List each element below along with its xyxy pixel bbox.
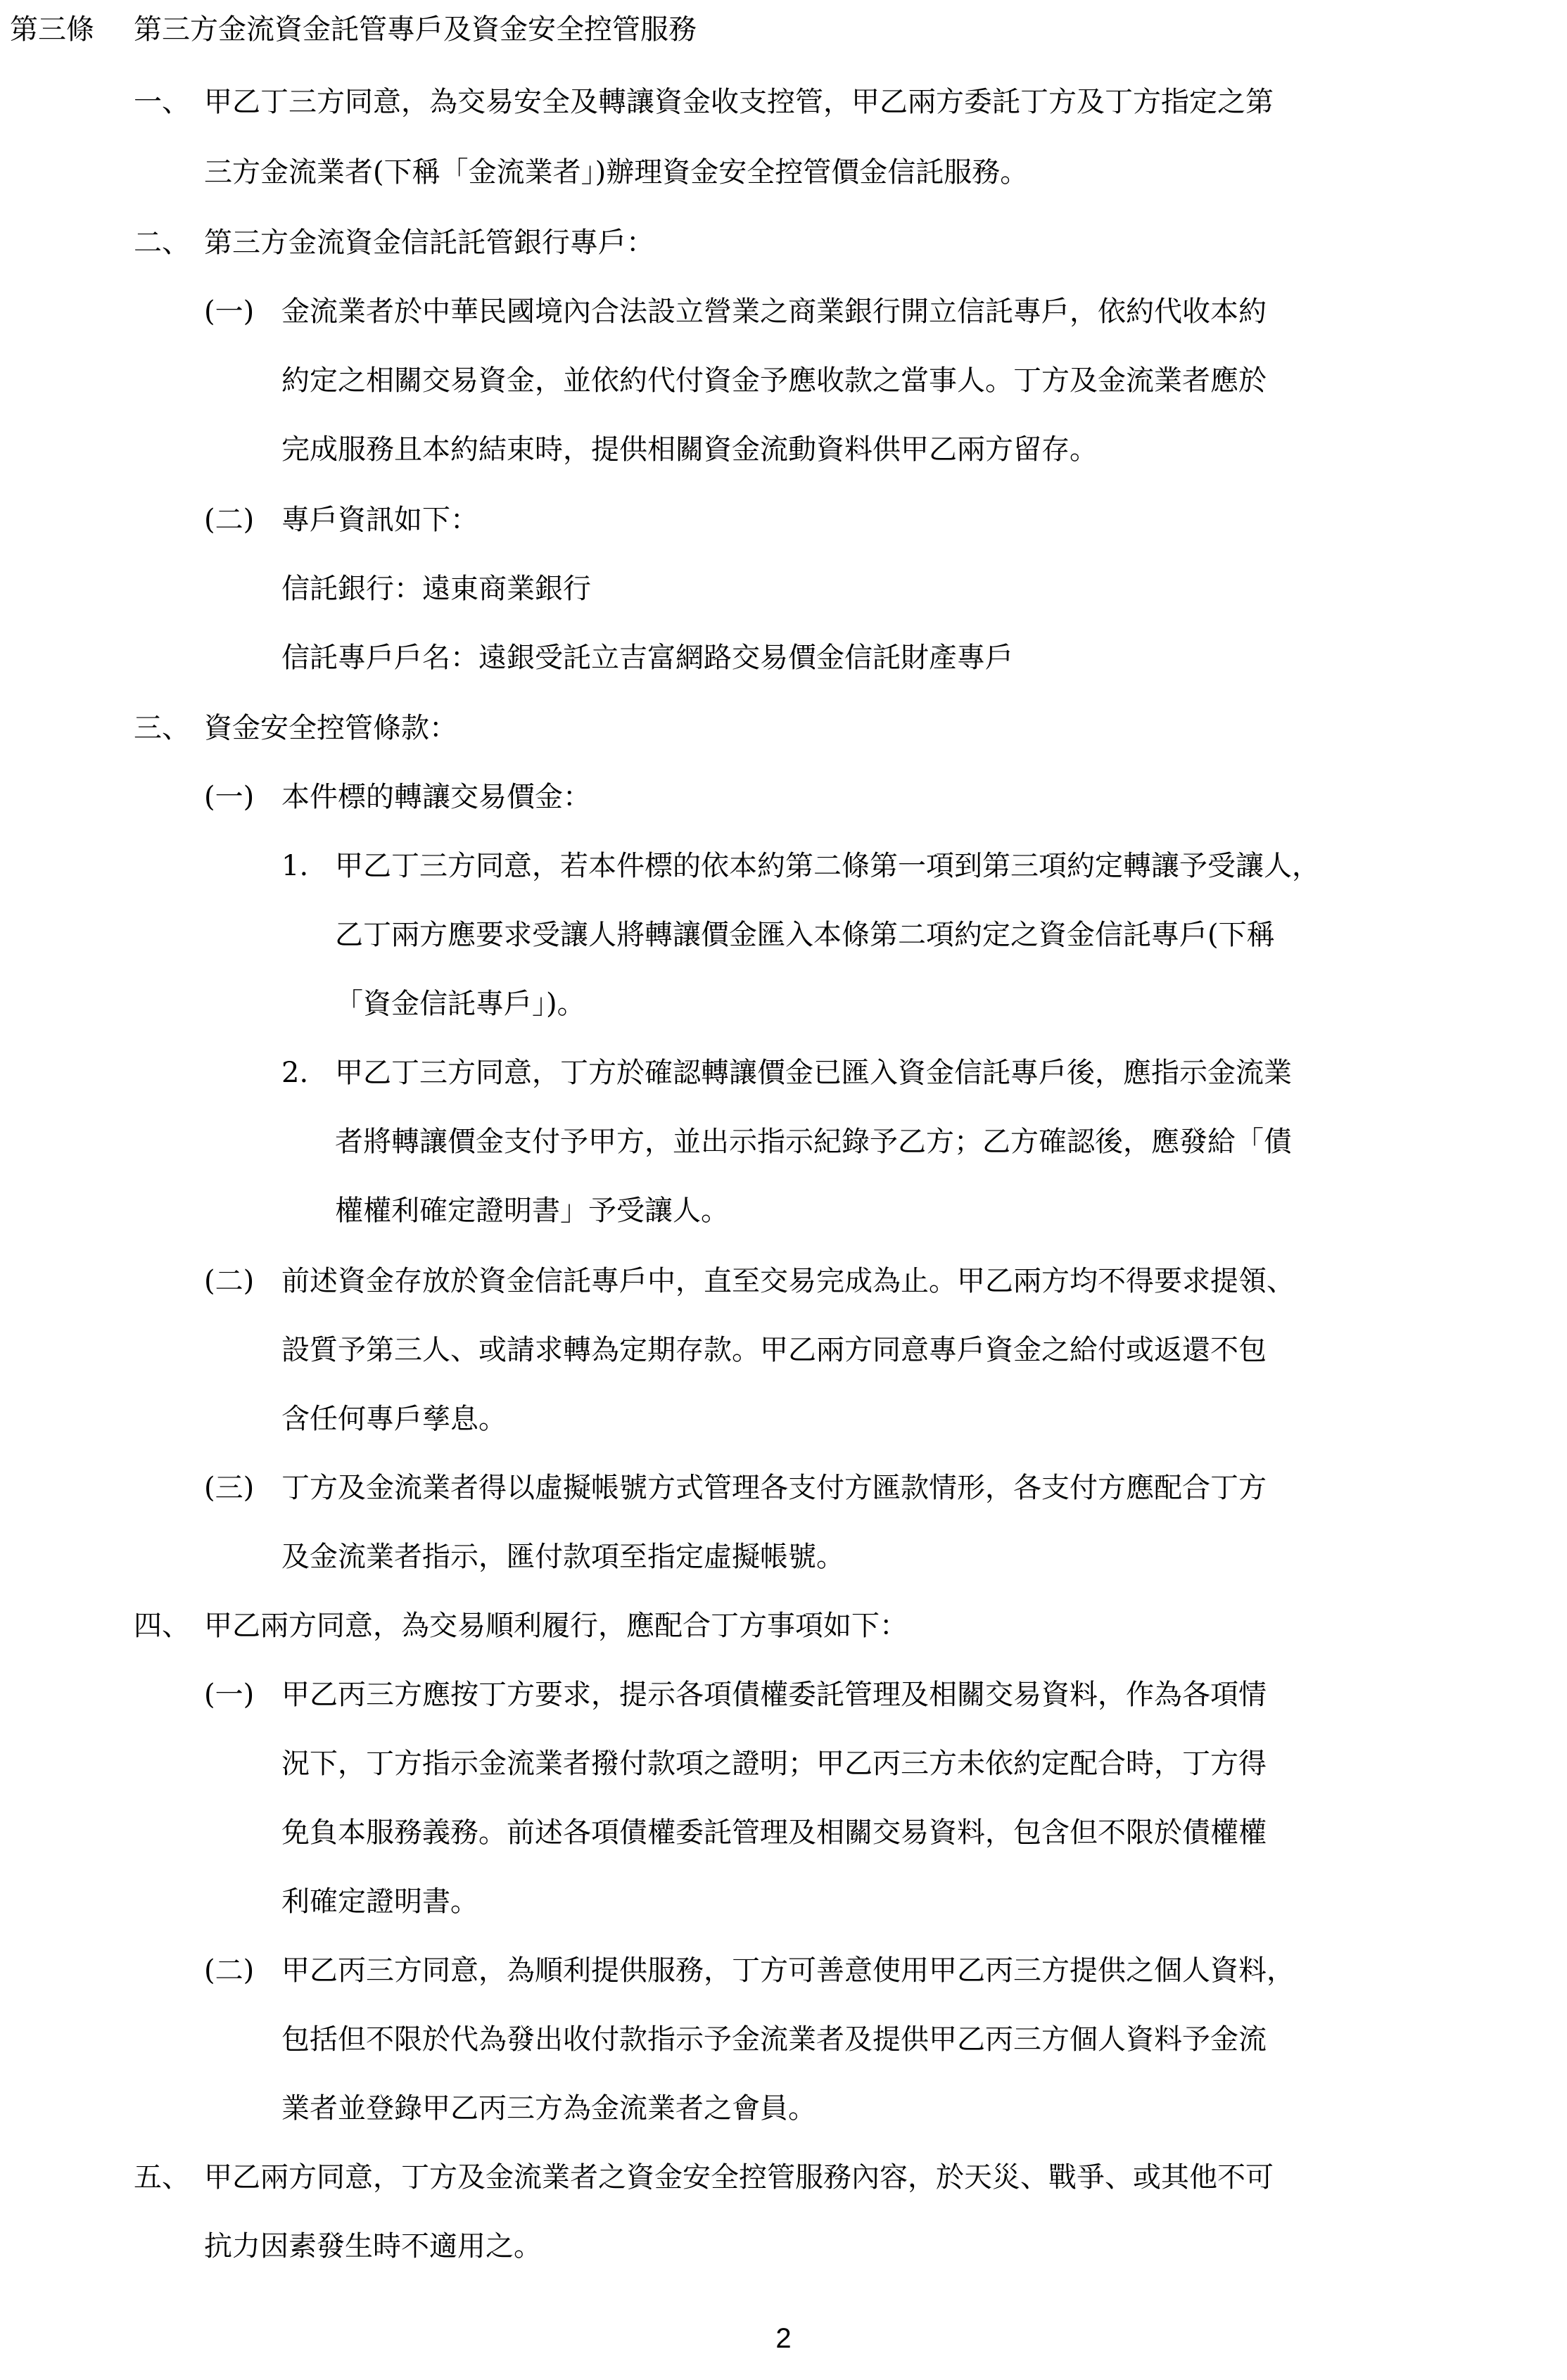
clause-1-marker: 一、 xyxy=(134,86,190,118)
clause-1-line-1: 甲乙丁三方同意，為交易安全及轉讓資金收支控管，甲乙兩方委託丁方及丁方指定之第 xyxy=(204,86,1274,118)
clause-3-item-3-marker: (三) xyxy=(204,1472,255,1504)
clause-3-item-1-marker: (一) xyxy=(204,781,255,813)
clause-4-item-2-marker: (二) xyxy=(204,1954,255,1987)
trust-account-name: 信託專戶戶名：遠銀受託立吉富網路交易價金信託財產專戶 xyxy=(281,642,1013,674)
article-title: 第三方金流資金託管專戶及資金安全控管服務 xyxy=(134,13,697,46)
clause-2-item-2-marker: (二) xyxy=(204,504,255,536)
clause-2-item-2-line-1: 專戶資訊如下： xyxy=(281,504,478,536)
article-label: 第三條 xyxy=(10,13,94,46)
page-number: 2 xyxy=(775,2323,792,2354)
trust-bank: 信託銀行：遠東商業銀行 xyxy=(281,573,591,605)
clause-3-item-2-line-3: 含任何專戶孳息。 xyxy=(281,1403,507,1435)
clause-2-item-1-line-1: 金流業者於中華民國境內合法設立營業之商業銀行開立信託專戶，依約代收本約 xyxy=(281,295,1267,328)
clause-3-item-1-sub-1-line-3: 「資金信託專戶」)。 xyxy=(335,988,585,1020)
clause-3-item-1-sub-1-line-1: 甲乙丁三方同意，若本件標的依本約第二條第一項到第三項約定轉讓予受讓人， xyxy=(335,850,1320,882)
clause-4-item-1-line-2: 況下，丁方指示金流業者撥付款項之證明；甲乙丙三方未依約定配合時，丁方得 xyxy=(281,1748,1267,1780)
clause-4-item-2-line-2: 包括但不限於代為發出收付款指示予金流業者及提供甲乙丙三方個人資料予金流 xyxy=(281,2023,1267,2056)
clause-4-line-1: 甲乙兩方同意，為交易順利履行，應配合丁方事項如下： xyxy=(204,1610,908,1642)
clause-5-line-2: 抗力因素發生時不適用之。 xyxy=(204,2230,542,2263)
clause-3-item-2-marker: (二) xyxy=(204,1265,255,1297)
clause-4-marker: 四、 xyxy=(134,1610,190,1642)
clause-3-item-1-sub-2-line-3: 權權利確定證明書」予受讓人。 xyxy=(335,1195,729,1227)
clause-4-item-1-line-4: 利確定證明書。 xyxy=(281,1885,478,1918)
clause-2-item-1-line-3: 完成服務且本約結束時，提供相關資金流動資料供甲乙兩方留存。 xyxy=(281,433,1098,466)
clause-3-item-3-line-1: 丁方及金流業者得以虛擬帳號方式管理各支付方匯款情形，各支付方應配合丁方 xyxy=(281,1472,1267,1504)
clause-3-item-1-sub-2-marker: 2. xyxy=(281,1057,309,1089)
clause-4-item-1-marker: (一) xyxy=(204,1679,255,1711)
clause-3-item-1-sub-1-line-2: 乙丁兩方應要求受讓人將轉讓價金匯入本條第二項約定之資金信託專戶(下稱 xyxy=(335,919,1275,951)
clause-3-item-2-line-2: 設質予第三人、或請求轉為定期存款。甲乙兩方同意專戶資金之給付或返還不包 xyxy=(281,1334,1267,1366)
clause-4-item-2-line-1: 甲乙丙三方同意，為順利提供服務，丁方可善意使用甲乙丙三方提供之個人資料， xyxy=(281,1954,1295,1987)
clause-3-item-1-sub-1-marker: 1. xyxy=(281,850,309,882)
clause-2-item-1-marker: (一) xyxy=(204,295,255,328)
clause-3-item-1-sub-2-line-1: 甲乙丁三方同意，丁方於確認轉讓價金已匯入資金信託專戶後，應指示金流業 xyxy=(335,1057,1292,1089)
clause-4-item-1-line-3: 免負本服務義務。前述各項債權委託管理及相關交易資料，包含但不限於債權權 xyxy=(281,1816,1267,1849)
clause-4-item-1-line-1: 甲乙丙三方應按丁方要求，提示各項債權委託管理及相關交易資料，作為各項情 xyxy=(281,1679,1267,1711)
clause-3-marker: 三、 xyxy=(134,712,190,744)
clause-1-line-2: 三方金流業者(下稱「金流業者」)辦理資金安全控管價金信託服務。 xyxy=(204,156,1029,189)
clause-3-item-1-line-1: 本件標的轉讓交易價金： xyxy=(281,781,591,813)
clause-4-item-2-line-3: 業者並登錄甲乙丙三方為金流業者之會員。 xyxy=(281,2092,816,2125)
clause-3-item-1-sub-2-line-2: 者將轉讓價金支付予甲方，並出示指示紀錄予乙方；乙方確認後，應發給「債 xyxy=(335,1126,1292,1158)
clause-2-item-1-line-2: 約定之相關交易資金，並依約代付資金予應收款之當事人。丁方及金流業者應於 xyxy=(281,364,1267,397)
clause-5-marker: 五、 xyxy=(134,2161,190,2194)
clause-5-line-1: 甲乙兩方同意，丁方及金流業者之資金安全控管服務內容，於天災、戰爭、或其他不可 xyxy=(204,2161,1274,2194)
clause-2-marker: 二、 xyxy=(134,227,190,259)
clause-3-item-3-line-2: 及金流業者指示，匯付款項至指定虛擬帳號。 xyxy=(281,1541,844,1573)
clause-3-item-2-line-1: 前述資金存放於資金信託專戶中，直至交易完成為止。甲乙兩方均不得要求提領、 xyxy=(281,1265,1295,1297)
clause-3-line-1: 資金安全控管條款： xyxy=(204,712,457,744)
clause-2-line-1: 第三方金流資金信託託管銀行專戶： xyxy=(204,227,654,259)
